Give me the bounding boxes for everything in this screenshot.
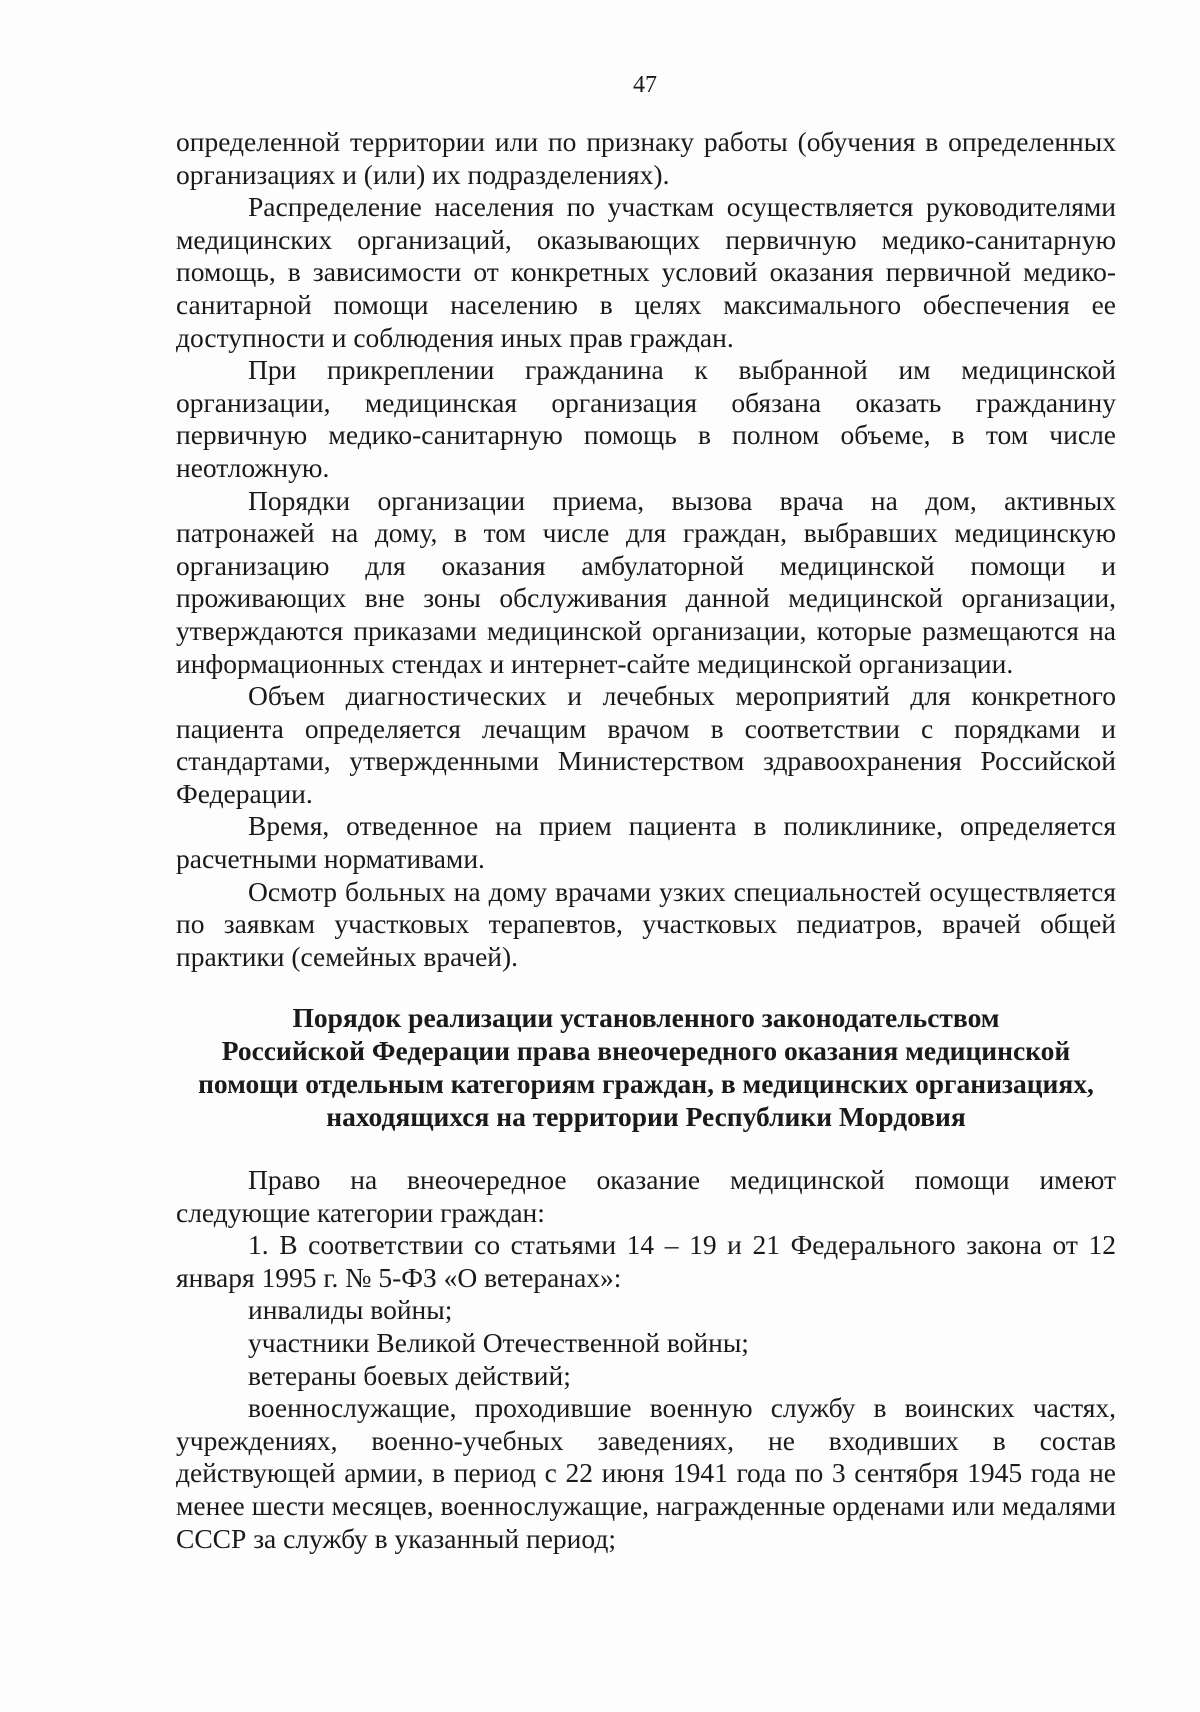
paragraph: военнослужащие, проходившие военную службу в воинских частях, учреждениях, военно-учебных заведениях, не входивших в состав действующей армии, в период с 22 июня 1941 года по 3 сентября 1945 года не менее шести месяцев, военнослужащие, награжденные орденами или медалями СССР за службу в указанный период; xyxy=(176,1392,1116,1554)
page-number: 47 xyxy=(633,72,657,98)
paragraph: Право на внеочередное оказание медицинской помощи имеют следующие категории граждан: xyxy=(176,1164,1116,1228)
paragraph: Объем диагностических и лечебных мероприятий для конкретного пациента определяется лечащим врачом в соответствии с порядками и стандартами, утвержденными Министерством здравоохранения Российской Федерации. xyxy=(176,680,1116,809)
paragraph: Порядки организации приема, вызова врача на дом, активных патронажей на дому, в том числе для граждан, выбравших медицинскую организацию для оказания амбулаторной медицинской помощи и проживающих вне зоны обслуживания данной медицинской организации, утверждаются приказами медицинской организации, которые размещаются на информационных стендах и интернет-сайте медицинской организации. xyxy=(176,484,1116,679)
heading-line: помощи отдельным категориям граждан, в медицинских организациях, xyxy=(198,1068,1094,1099)
list-item: участники Великой Отечественной войны; xyxy=(248,1326,749,1358)
list-item: инвалиды войны; xyxy=(248,1294,453,1326)
paragraph: 1. В соответствии со статьями 14 – 19 и 21 Федерального закона от 12 января 1995 г. № 5-ФЗ «О ветеранах»: xyxy=(176,1229,1116,1293)
paragraph: Распределение населения по участкам осуществляется руководителями медицинских организаций, оказывающих первичную медико-санитарную помощь, в зависимости от конкретных условий оказания первичной медико-санитарной помощи населению в целях максимального обеспечения ее доступности и соблюдения иных прав граждан. xyxy=(176,191,1116,353)
paragraph: Время, отведенное на прием пациента в поликлинике, определяется расчетными нормативами. xyxy=(176,810,1116,875)
heading-line: Порядок реализации установленного законодательством xyxy=(292,1002,1000,1033)
paragraph: Осмотр больных на дому врачами узких специальностей осуществляется по заявкам участковых терапевтов, участковых педиатров, врачей общей практики (семейных врачей). xyxy=(176,875,1116,972)
section-heading xyxy=(176,1001,1116,1133)
list-item: ветераны боевых действий; xyxy=(248,1359,571,1391)
paragraph: определенной территории или по признаку работы (обучения в определенных организациях и (или) их подразделениях). xyxy=(176,126,1116,190)
heading-line: Российской Федерации права внеочередного оказания медицинской xyxy=(221,1035,1071,1066)
body-text-bottom xyxy=(176,1164,1116,1555)
paragraph: При прикреплении гражданина к выбранной им медицинской организации, медицинская организация обязана оказать гражданину первичную медико-санитарную помощь в полном объеме, в том числе неотложную. xyxy=(176,354,1116,483)
heading-line: находящихся на территории Республики Мордовия xyxy=(326,1101,966,1132)
body-text-top xyxy=(176,126,1116,973)
